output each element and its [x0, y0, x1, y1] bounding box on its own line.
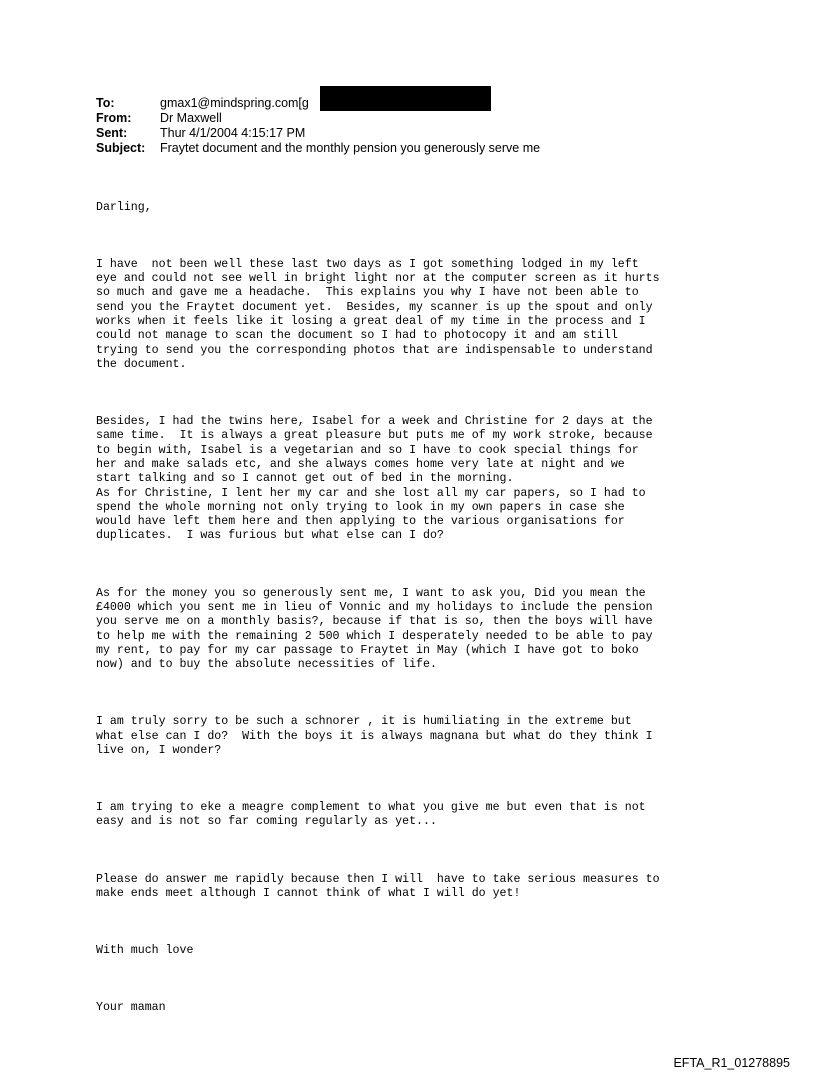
body-paragraph-5: I am trying to eke a meagre complement to what you give me but even that is not easy and is not so far coming regularly as yet...: [96, 801, 646, 829]
body-paragraph-4: I am truly sorry to be such a schnorer , it is humiliating in the extreme but what else can I do? With the boys it is always magnana but what do they think I live on, I wonder?: [96, 715, 653, 757]
from-value: Dr Maxwell: [160, 111, 222, 125]
greeting: Darling,: [96, 200, 152, 214]
from-row: [96, 111, 540, 126]
subject-label: Subject:: [96, 141, 146, 155]
email-body: [96, 172, 736, 1044]
body-paragraph-1: I have not been well these last two days as I got something lodged in my left eye and could not see well in bright light nor at the computer screen as it hurts so much and gave me a headache. This explains you why I have not been able to send you the Fraytet document yet. Besides, my scanner is up the spout and only works when it feels like it losing a great deal of my time in the process and I could not manage to scan the document so I had to photocopy it and am still trying to send you the corresponding photos that are indispensable to understand the document.: [96, 257, 660, 371]
closing: With much love: [96, 944, 194, 958]
sent-value: Thur 4/1/2004 4:15:17 PM: [160, 126, 306, 140]
subject-row: [96, 141, 540, 156]
sent-label: Sent:: [96, 126, 128, 140]
redaction-box: [320, 86, 491, 111]
body-paragraph-3: As for the money you so generously sent me, I want to ask you, Did you mean the £4000 which you sent me in lieu of Vonnic and my holidays to include the pension you serve me on a monthly basis?, because if that is so, then the boys will have to help me with the remaining 2 500 which I desperately needed to be able to pay my rent, to pay for my car passage to Fraytet in May (which I have got to boko now) and to buy the absolute necessities of life.: [96, 586, 653, 672]
body-paragraph-2: Besides, I had the twins here, Isabel for a week and Christine for 2 days at the same time. It is always a great pleasure but puts me of my work stroke, because to begin with, Isabel is a vegetarian and so I have to cook special things for her and make salads etc, and she always comes home very late at night and we start talking and so I cannot get out of bed in the morning. As for Christine, I lent her my car and she lost all my car papers, so I had to spend the whole morning not only trying to look in my own papers in case she would have left them here and then applying to the various organisations for duplicates. I was furious but what else can I do?: [96, 415, 653, 543]
sent-row: [96, 126, 540, 141]
to-label: To:: [96, 96, 115, 110]
to-value: gmax1@mindspring.com[g: [160, 96, 309, 110]
document-id: EFTA_R1_01278895: [673, 1056, 790, 1070]
signature: Your maman: [96, 1001, 166, 1015]
subject-value: Fraytet document and the monthly pension you generously serve me: [160, 141, 541, 155]
from-label: From:: [96, 111, 132, 125]
body-paragraph-6: Please do answer me rapidly because then I will have to take serious measures to make ends meet although I cannot think of what I will do yet!: [96, 872, 660, 900]
